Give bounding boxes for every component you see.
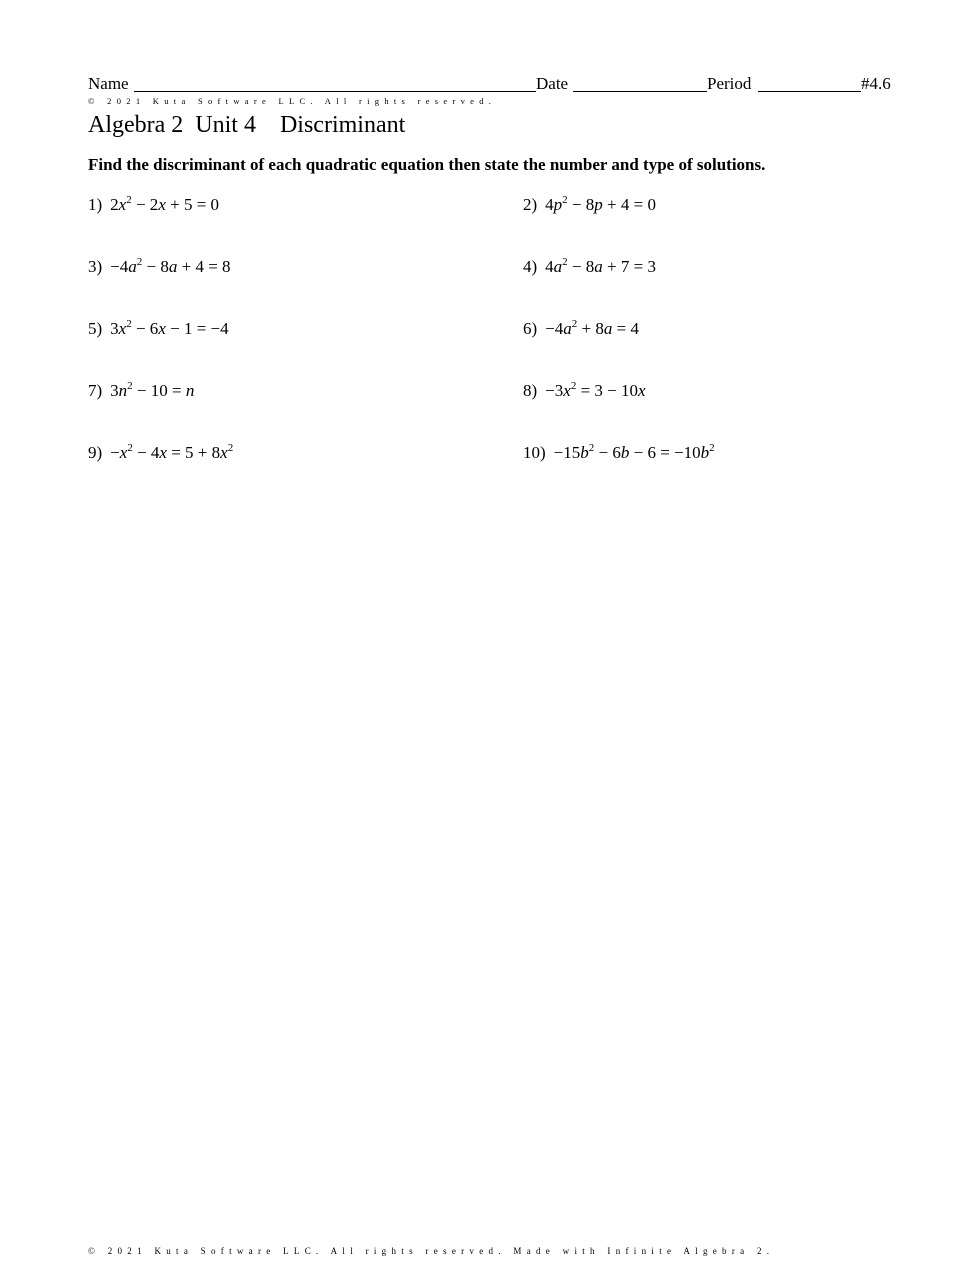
problem-number: 10): [523, 443, 546, 462]
problem-equation: $-4a^2 - 8a + 4 = 8$: [110, 256, 231, 276]
period-blank[interactable]: [758, 91, 861, 92]
date-label: Date: [536, 74, 569, 93]
problem-1: [88, 195, 219, 215]
problem-number: 1): [88, 195, 103, 214]
page-title: Algebra 2 Unit 4 Discriminant: [88, 112, 406, 138]
problem-number: 3): [88, 257, 103, 276]
period-label: Period: [707, 74, 752, 93]
problem-equation: $4a^2 - 8a + 7 = 3$: [545, 256, 656, 276]
problem-equation: $-x^2 - 4x = 5 + 8x^2$: [110, 442, 234, 462]
name-blank[interactable]: [134, 91, 536, 92]
problem-6: [523, 319, 639, 339]
problem-equation: $-4a^2 + 8a = 4$: [545, 318, 639, 338]
copyright-top: © 2021 Kuta Software LLC. All rights reserved.: [88, 96, 497, 106]
problem-equation: $3x^2 - 6x - 1 = -4$: [110, 318, 229, 338]
problem-number: 5): [88, 319, 103, 338]
problem-8: [523, 381, 646, 401]
sheet-number: #4.6: [861, 74, 891, 93]
header-line: [88, 74, 896, 96]
problem-number: 2): [523, 195, 538, 214]
problem-equation: $-15b^2 - 6b - 6 = -10b^2$: [553, 442, 715, 462]
problem-5: [88, 319, 229, 339]
problem-equation: $4p^2 - 8p + 4 = 0$: [545, 194, 656, 214]
name-label: Name: [88, 74, 129, 93]
problem-number: 8): [523, 381, 538, 400]
problem-4: [523, 257, 656, 277]
problem-7: [88, 381, 194, 401]
problem-2: [523, 195, 656, 215]
problem-number: 6): [523, 319, 538, 338]
problem-number: 4): [523, 257, 538, 276]
problem-9: [88, 443, 233, 463]
problem-equation: $2x^2 - 2x + 5 = 0$: [110, 194, 220, 214]
problem-equation: $3n^2 - 10 = n$: [110, 380, 195, 400]
date-blank[interactable]: [573, 91, 707, 92]
problem-10: [523, 443, 715, 463]
problem-3: [88, 257, 231, 277]
problem-number: 9): [88, 443, 103, 462]
problem-equation: $-3x^2 = 3 - 10x$: [545, 380, 646, 400]
instructions: Find the discriminant of each quadratic equation then state the number and type of solutions.: [88, 155, 766, 174]
footer-copyright: © 2021 Kuta Software LLC. All rights reserved. Made with Infinite Algebra 2.: [88, 1246, 775, 1256]
problem-number: 7): [88, 381, 103, 400]
